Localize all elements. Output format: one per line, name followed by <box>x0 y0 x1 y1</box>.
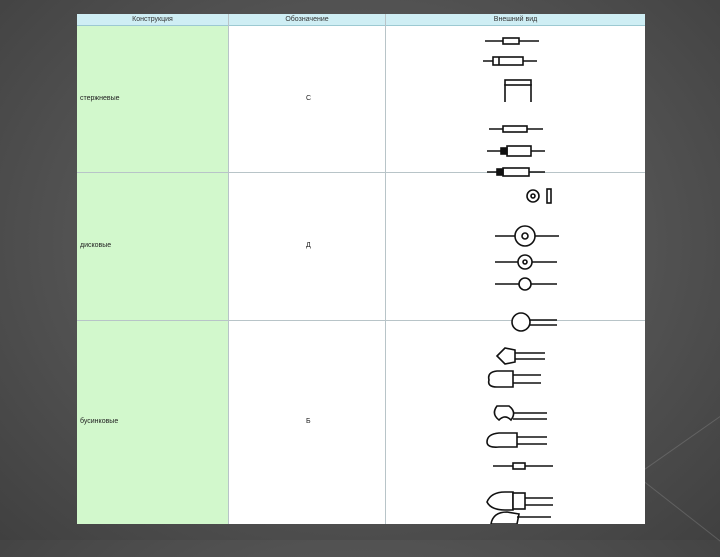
table-header <box>77 14 645 26</box>
bead-thermistor-icon <box>491 512 551 524</box>
row-construction-bead: бусинковые <box>80 418 119 425</box>
bead-thermistor-icon <box>489 371 541 387</box>
disc-thermistor-icon <box>495 226 559 246</box>
header-appearance: Внешний вид <box>493 16 538 23</box>
column-divider <box>385 14 386 524</box>
row-construction-disc: дисковые <box>80 242 112 249</box>
rod-thermistor-icon <box>505 80 531 102</box>
disc-thermistor-icon <box>512 313 557 331</box>
rod-thermistor-icon <box>487 168 545 176</box>
disc-thermistor-icon <box>495 278 557 290</box>
disc-thermistor-icon <box>527 189 551 203</box>
header-construction: Конструкция <box>132 16 173 23</box>
bead-thermistor-icon <box>497 348 545 364</box>
row-construction-rod: стержневые <box>80 95 120 102</box>
rod-thermistor-icon <box>487 146 545 156</box>
bead-thermistor-icon <box>494 406 547 420</box>
bead-thermistor-icon <box>487 433 547 447</box>
disc-thermistor-icon <box>495 255 557 269</box>
thermistor-drawings <box>473 26 563 524</box>
row-designation-bead: Б <box>306 418 311 425</box>
header-designation: Обозначение <box>285 16 329 23</box>
column-divider <box>228 14 229 524</box>
rod-thermistor-icon <box>485 38 539 44</box>
appearance-illustrations <box>473 26 563 524</box>
row-designation-rod: С <box>306 95 312 102</box>
bead-thermistor-icon <box>493 463 553 469</box>
rod-thermistor-icon <box>483 57 537 65</box>
bead-thermistor-icon <box>487 492 553 510</box>
thermistor-table <box>77 14 645 524</box>
row-designation-disc: Д <box>306 242 311 249</box>
rod-thermistor-icon <box>489 126 543 132</box>
